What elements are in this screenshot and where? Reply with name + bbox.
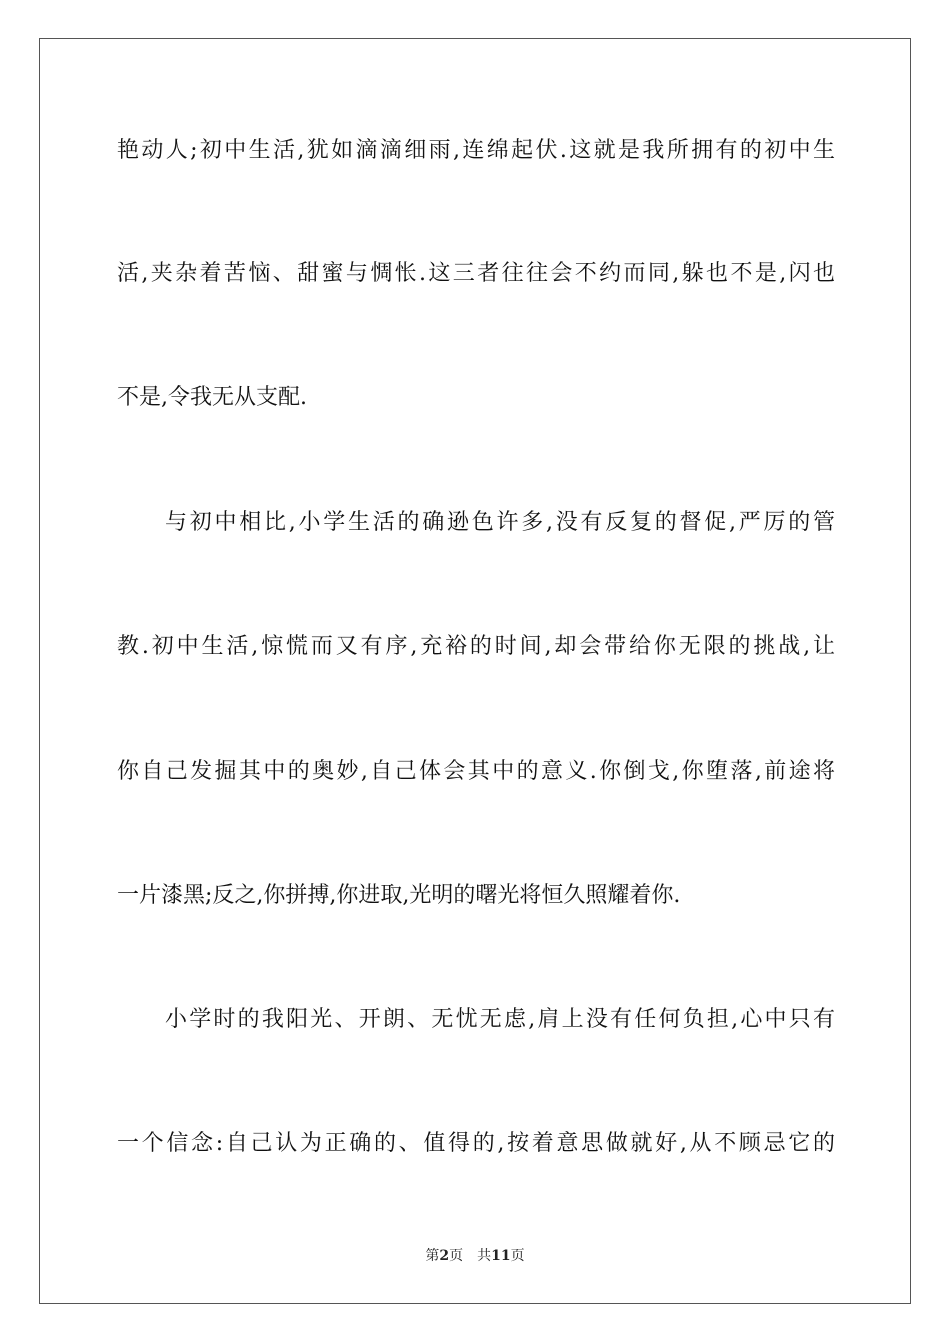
total-suffix: 页 [510, 1248, 525, 1264]
body-text-line-8: 小学时的我阳光、开朗、无忧无虑,肩上没有任何负担,心中只有 [165, 1007, 835, 1032]
body-text-line-6: 你自己发掘其中的奥妙,自己体会其中的意义.你倒戈,你堕落,前途将 [117, 759, 835, 784]
page-number: 2 [439, 1248, 450, 1264]
body-text-line-3: 不是,令我无从支配. [117, 385, 307, 410]
body-text-line-7: 一片漆黑;反之,你拼搏,你进取,光明的曙光将恒久照耀着你. [117, 883, 681, 908]
body-text-line-2: 活,夹杂着苦恼、甜蜜与惆怅.这三者往往会不约而同,躲也不是,闪也 [117, 261, 835, 286]
body-text-line-5: 教.初中生活,惊慌而又有序,充裕的时间,却会带给你无限的挑战,让 [117, 634, 835, 659]
total-prefix: 共 [477, 1248, 492, 1264]
body-text-line-1: 艳动人;初中生活,犹如滴滴细雨,连绵起伏.这就是我所拥有的初中生 [117, 138, 835, 163]
body-text-line-4: 与初中相比,小学生活的确逊色许多,没有反复的督促,严厉的管 [165, 510, 835, 535]
page-frame [39, 38, 911, 1304]
page-prefix: 第 [425, 1248, 440, 1264]
page-suffix: 页 [449, 1248, 464, 1264]
page-footer [0, 1246, 950, 1266]
body-text-line-9: 一个信念:自己认为正确的、值得的,按着意思做就好,从不顾忌它的 [117, 1131, 835, 1156]
total-pages: 11 [491, 1248, 511, 1264]
